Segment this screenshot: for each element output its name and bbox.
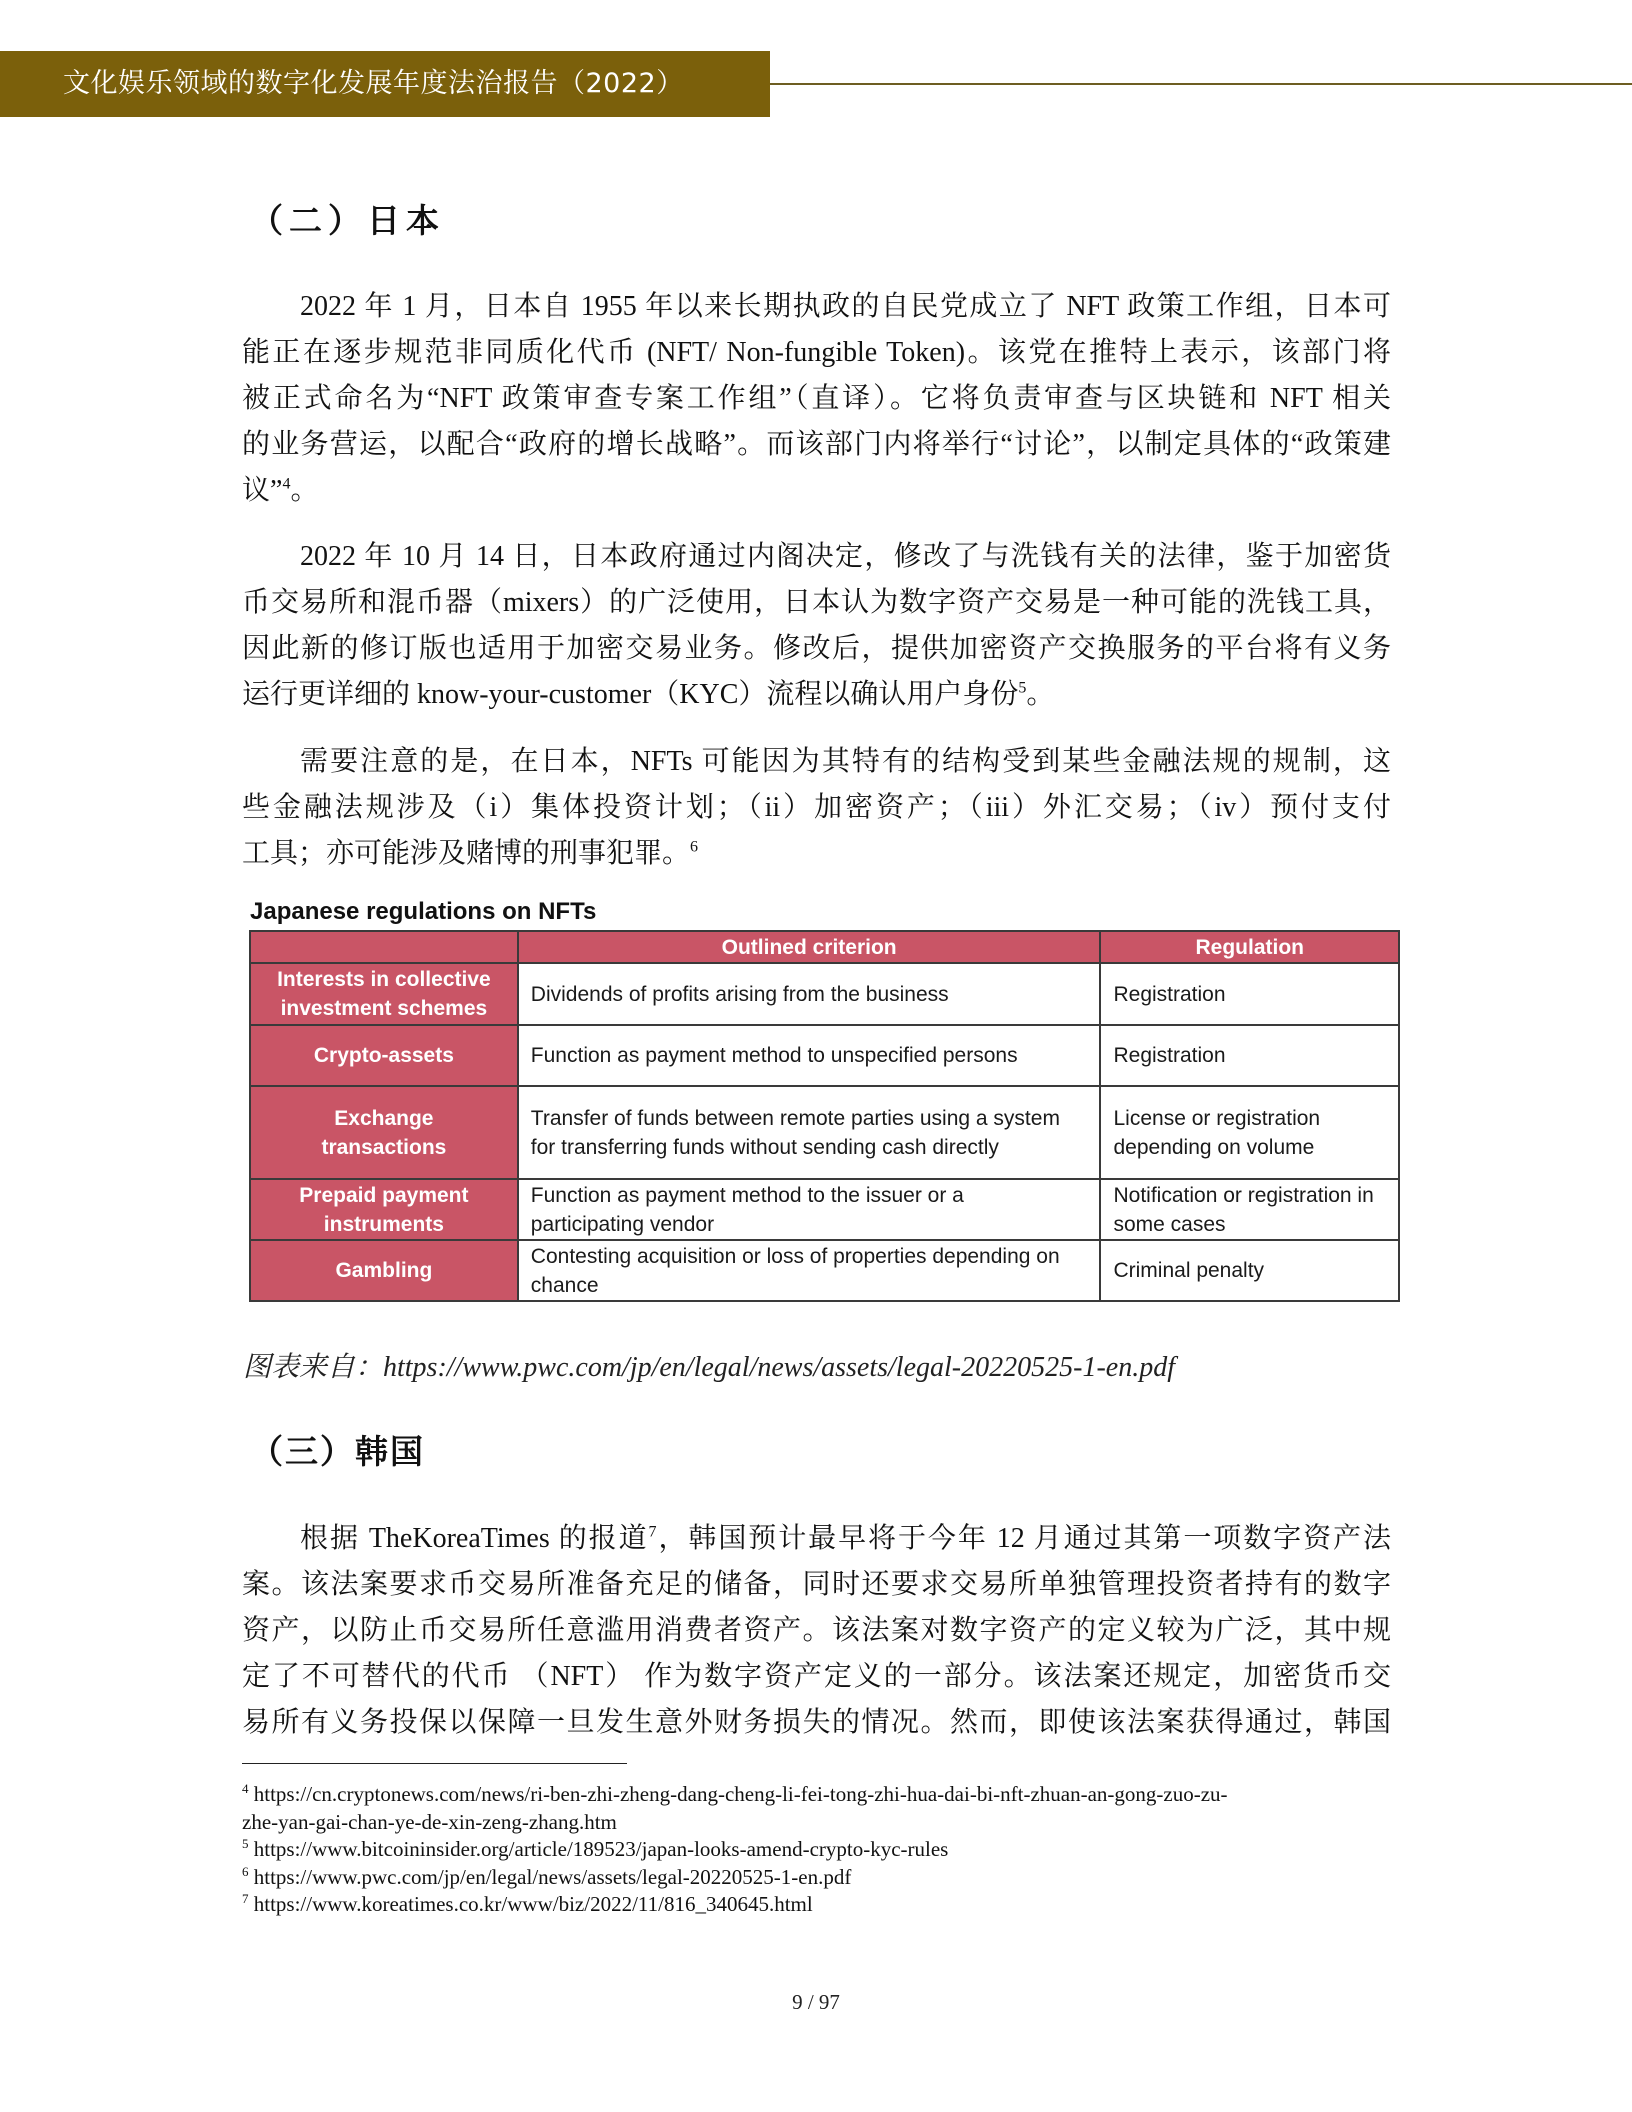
table-row — [250, 1025, 1399, 1086]
footnote-ref[interactable]: 7 — [648, 1523, 657, 1541]
text-line: 2022 年 1 月，日本自 1955 年以来长期执政的自民党成立了 NFT 政策工作组，日本可 — [300, 291, 1391, 322]
figure-caption: 图表来自：https://www.pwc.com/jp/en/legal/news/assets/legal-20220525-1-en.pdf — [243, 1352, 1175, 1383]
column-header-regulation: Regulation — [1100, 931, 1399, 963]
text-line: 币交易所和混币器（mixers）的广泛使用，日本认为数字资产交易是一种可能的洗钱工具， — [242, 587, 1391, 618]
footnote-link[interactable]: https://www.bitcoininsider.org/article/189523/japan-looks-amend-crypto-kyc-rules — [253, 1837, 949, 1861]
header-banner — [0, 51, 770, 117]
paragraph-japan-1 — [242, 284, 1391, 514]
table-row — [250, 963, 1399, 1025]
section-heading-japan: （二）日本 — [250, 201, 445, 240]
text-line: 需要注意的是，在日本，NFTs 可能因为其特有的结构受到某些金融法规的规制，这 — [300, 746, 1391, 777]
footnote-number: 6 — [242, 1863, 249, 1879]
text-line: 些金融法规涉及（i）集体投资计划；（ii）加密资产；（iii）外汇交易；（iv）预付支付 — [242, 792, 1391, 823]
text-fragment: 。 — [290, 475, 319, 506]
text-line: 易所有义务投保以保障一旦发生意外财务损失的情况。然而，即使该法案获得通过，韩国 — [242, 1707, 1391, 1738]
row-criterion: Function as payment method to unspecified persons — [518, 1025, 1101, 1086]
text-fragment: 议” — [242, 475, 283, 506]
footnote-5 — [242, 1836, 1392, 1864]
footnotes — [242, 1781, 1392, 1919]
row-category: Gambling — [250, 1240, 518, 1301]
footnote-link[interactable]: zhe-yan-gai-chan-ye-de-xin-zeng-zhang.htm — [242, 1809, 617, 1834]
text-line: 资产，以防止币交易所任意滥用消费者资产。该法案对数字资产的定义较为广泛，其中规 — [242, 1615, 1391, 1646]
column-header-category — [250, 931, 518, 963]
text-fragment: 运行更详细的 know-your-customer（KYC）流程以确认用户身份 — [242, 679, 1019, 710]
text-line — [242, 468, 1391, 514]
row-criterion: Function as payment method to the issuer or a participating vendor — [518, 1179, 1101, 1240]
text-line — [242, 672, 1391, 718]
row-criterion: Transfer of funds between remote parties using a system for transferring funds without sending cash directly — [518, 1086, 1101, 1179]
row-regulation: License or registration depending on volume — [1100, 1086, 1399, 1179]
report-title: 文化娱乐领域的数字化发展年度法治报告（2022） — [63, 68, 684, 99]
footnote-ref[interactable]: 6 — [690, 838, 699, 856]
text-line: 定了不可替代的代币 （NFT） 作为数字资产定义的一部分。该法案还规定，加密货币交 — [242, 1661, 1391, 1692]
paragraph-japan-3 — [242, 739, 1391, 877]
paragraph-japan-2 — [242, 534, 1391, 718]
section-heading-korea: （三）韩国 — [250, 1432, 425, 1471]
row-regulation: Registration — [1100, 1025, 1399, 1086]
footnote-7 — [242, 1891, 1392, 1919]
table-title: Japanese regulations on NFTs — [250, 898, 597, 925]
text-fragment: 。 — [1026, 679, 1055, 710]
regulations-table — [249, 930, 1400, 1302]
footnote-4-continued — [242, 1809, 1392, 1837]
footnote-separator — [242, 1763, 627, 1764]
text-line: 的业务营运，以配合“政府的增长战略”。而该部门内将举行“讨论”，以制定具体的“政策建 — [242, 429, 1391, 460]
row-criterion: Contesting acquisition or loss of properties depending on chance — [518, 1240, 1101, 1301]
footnote-ref[interactable]: 4 — [282, 475, 291, 493]
table-row — [250, 1086, 1399, 1179]
page-number: 9 / 97 — [792, 1990, 840, 2014]
table-row — [250, 1240, 1399, 1301]
footnote-4 — [242, 1781, 1392, 1809]
footnote-number: 7 — [242, 1891, 249, 1906]
table-row — [250, 1179, 1399, 1240]
text-line — [242, 1516, 1391, 1562]
row-regulation: Criminal penalty — [1100, 1240, 1399, 1301]
row-category: Exchange transactions — [250, 1086, 518, 1179]
text-line: 2022 年 10 月 14 日，日本政府通过内阁决定，修改了与洗钱有关的法律，鉴于加密货 — [300, 541, 1391, 572]
footnote-number: 5 — [242, 1836, 249, 1851]
paragraph-korea — [242, 1516, 1391, 1746]
text-fragment: 根据 TheKoreaTimes 的报道 — [300, 1523, 649, 1554]
text-line: 因此新的修订版也适用于加密交易业务。修改后，提供加密资产交换服务的平台将有义务 — [242, 633, 1391, 664]
row-criterion: Dividends of profits arising from the business — [518, 963, 1101, 1025]
row-category: Crypto-assets — [250, 1025, 518, 1086]
footnote-number: 4 — [242, 1781, 249, 1796]
row-category: Interests in collective investment schemes — [250, 963, 518, 1025]
footnote-ref[interactable]: 5 — [1018, 679, 1027, 697]
row-category: Prepaid payment instruments — [250, 1179, 518, 1240]
footnote-link[interactable]: https://www.pwc.com/jp/en/legal/news/assets/legal-20220525-1-en.pdf — [253, 1864, 852, 1889]
text-fragment: ，韩国预计最早将于今年 12 月通过其第一项数字资产法 — [656, 1523, 1391, 1554]
footnote-link[interactable]: https://www.koreatimes.co.kr/www/biz/2022/11/816_340645.html — [253, 1892, 813, 1916]
header-rule — [770, 83, 1632, 85]
footnote-link[interactable]: https://cn.cryptonews.com/news/ri-ben-zhi-zheng-dang-cheng-li-fei-tong-zhi-hua-dai-bi-nft-zhuan-an-gong-zuo-zu- — [253, 1782, 1228, 1806]
footnote-6 — [242, 1864, 1392, 1892]
text-line: 被正式命名为“NFT 政策审查专案工作组”（直译）。它将负责审查与区块链和 NFT 相关 — [242, 383, 1391, 414]
text-fragment: 工具；亦可能涉及赌博的刑事犯罪。 — [242, 838, 691, 869]
row-regulation: Notification or registration in some cases — [1100, 1179, 1399, 1240]
text-line: 案。该法案要求币交易所准备充足的储备，同时还要求交易所单独管理投资者持有的数字 — [242, 1569, 1391, 1600]
column-header-criterion: Outlined criterion — [518, 931, 1101, 963]
text-line: 能正在逐步规范非同质化代币 (NFT/ Non-fungible Token)。该党在推特上表示，该部门将 — [242, 337, 1391, 368]
row-regulation: Registration — [1100, 963, 1399, 1025]
table-header-row — [250, 931, 1399, 963]
text-line — [242, 831, 1391, 877]
